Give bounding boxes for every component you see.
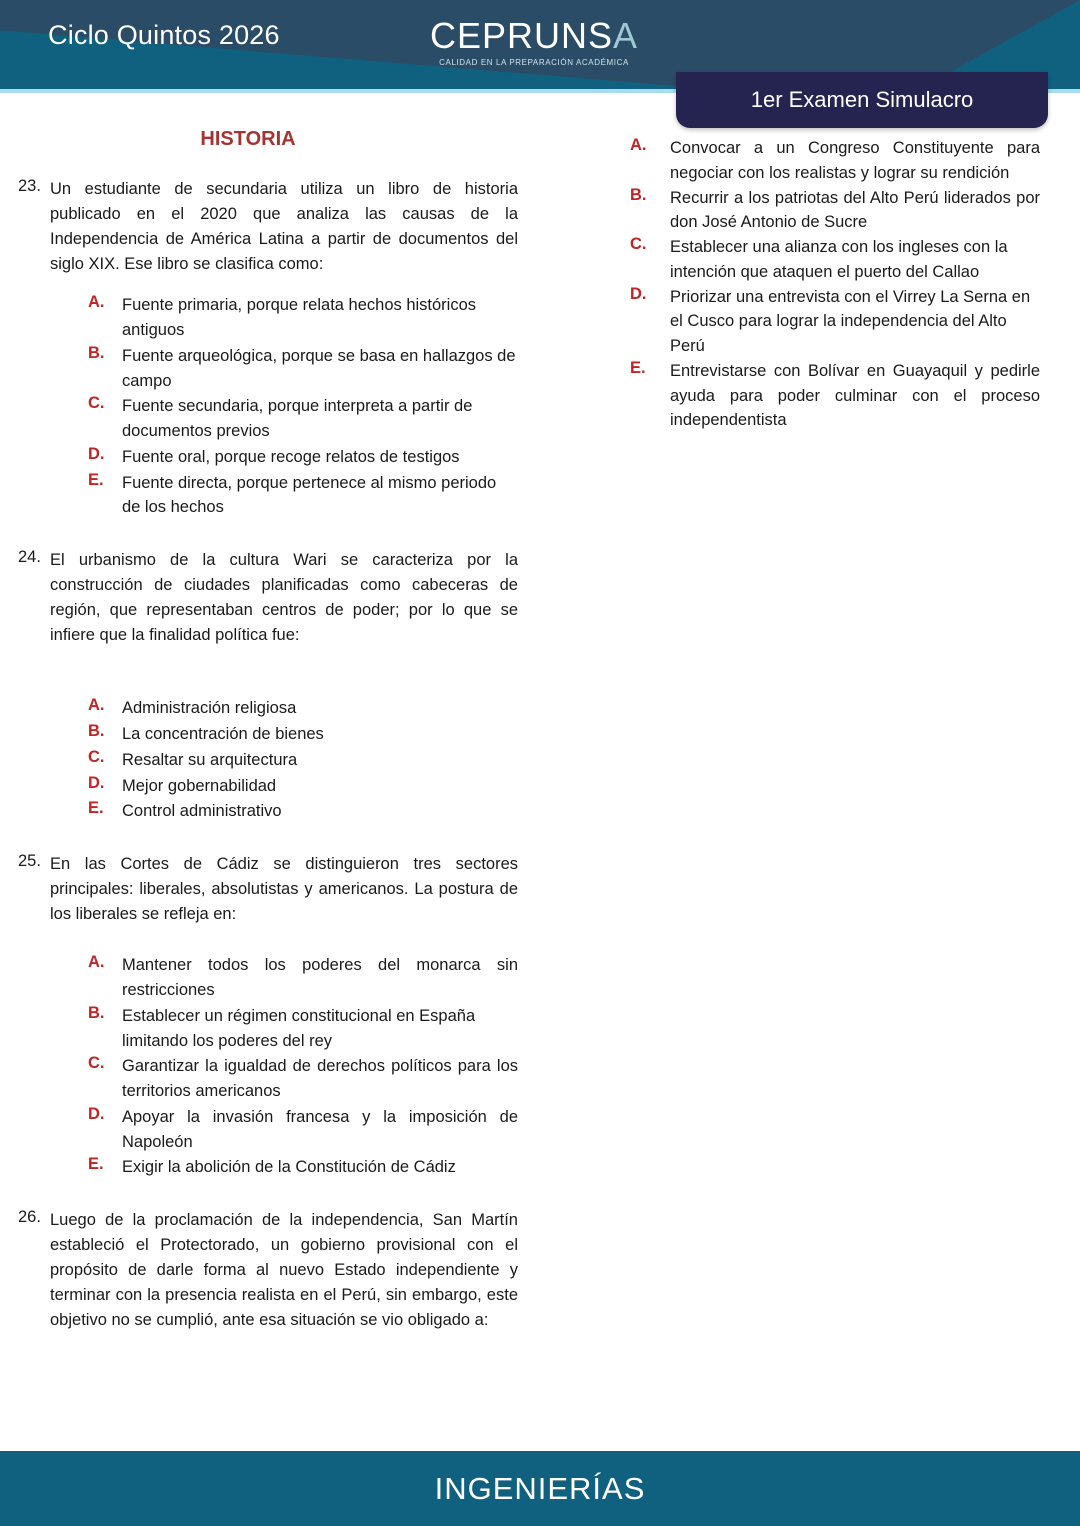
option-text: Priorizar una entrevista con el Virrey La Serna en el Cusco para lograr la independencia del Alto Perú [670, 287, 1031, 355]
option-text: Establecer un régimen constitucional en España limitando los poderes del rey [122, 1006, 476, 1050]
question-block [18, 1208, 518, 1333]
option-letter: D. [88, 773, 105, 792]
options-list [18, 293, 518, 520]
option-item[interactable] [88, 748, 518, 773]
option-letter: C. [630, 235, 647, 253]
option-letter: D. [88, 444, 105, 463]
option-item[interactable] [88, 394, 518, 444]
question-block [18, 177, 518, 277]
question-number: 25. [18, 852, 41, 871]
question-text: En las Cortes de Cádiz se distinguieron tres sectores principales: liberales, absolutistas y americanos. La postura de los liberales se refleja en: [50, 855, 518, 924]
option-item[interactable] [88, 1054, 518, 1104]
option-item[interactable] [630, 359, 1040, 433]
options-list [18, 696, 518, 824]
option-item[interactable] [630, 136, 1040, 186]
ceprunsa-logo [430, 15, 639, 67]
option-item[interactable] [88, 696, 518, 721]
option-text: Mejor gobernabilidad [122, 776, 277, 795]
option-letter: B. [88, 1003, 105, 1022]
option-item[interactable] [88, 445, 518, 470]
exam-title-badge: 1er Examen Simulacro [676, 72, 1048, 128]
question-block [18, 852, 518, 927]
left-column [18, 128, 518, 1340]
option-letter: B. [88, 722, 105, 741]
option-text: Fuente secundaria, porque interpreta a partir de documentos previos [122, 397, 473, 441]
option-text: Administración religiosa [122, 699, 297, 718]
option-letter: E. [88, 470, 104, 489]
option-text: La concentración de bienes [122, 725, 324, 744]
option-letter: A. [630, 136, 647, 154]
option-item[interactable] [630, 235, 1040, 285]
option-item[interactable] [88, 471, 518, 521]
page-footer [0, 1451, 1080, 1526]
question-text: El urbanismo de la cultura Wari se caracteriza por la construcción de ciudades planificadas como cabeceras de región, que representaban centros de poder; por lo que se infiere que la finalidad política fue: [50, 551, 518, 645]
option-letter: C. [88, 394, 105, 413]
options-list [18, 953, 518, 1180]
option-text: Control administrativo [122, 802, 282, 821]
option-letter: B. [630, 185, 647, 204]
options-list-continued [630, 136, 1040, 433]
option-item[interactable] [88, 722, 518, 747]
cycle-title: Ciclo Quintos 2026 [48, 20, 280, 50]
right-column [630, 136, 1040, 461]
option-letter: D. [630, 284, 647, 303]
option-letter: C. [88, 1054, 105, 1073]
option-text: Entrevistarse con Bolívar en Guayaquil y pedirle ayuda para poder culminar con el proceso independentista [670, 361, 1040, 430]
option-letter: E. [630, 358, 646, 377]
option-letter: A. [88, 953, 105, 972]
option-item[interactable] [88, 799, 518, 824]
section-title: HISTORIA [200, 128, 296, 150]
option-text: Convocar a un Congreso Constituyente para negociar con los realistas y lograr su rendición [670, 139, 1040, 182]
question-number: 23. [18, 177, 41, 195]
option-text: Resaltar su arquitectura [122, 750, 298, 769]
option-text: Recurrir a los patriotas del Alto Perú liderados por don José Antonio de Sucre [670, 188, 1040, 232]
option-text: Mantener todos los poderes del monarca sin restricciones [122, 956, 518, 1000]
option-item[interactable] [88, 1105, 518, 1155]
option-text: Apoyar la invasión francesa y la imposición de Napoleón [122, 1107, 518, 1151]
option-item[interactable] [88, 774, 518, 799]
option-text: Exigir la abolición de la Constitución de Cádiz [122, 1158, 456, 1177]
option-text: Garantizar la igualdad de derechos políticos para los territorios americanos [122, 1057, 518, 1101]
option-text: Fuente directa, porque pertenece al mismo periodo de los hechos [122, 473, 497, 517]
option-text: Fuente arqueológica, porque se basa en hallazgos de campo [122, 346, 516, 390]
option-item[interactable] [88, 1155, 518, 1180]
footer-title: INGENIERÍAS [434, 1470, 646, 1506]
option-item[interactable] [630, 186, 1040, 236]
option-letter: D. [88, 1104, 105, 1123]
question-block [18, 548, 518, 648]
logo-subtitle-text: CALIDAD EN LA PREPARACIÓN ACADÉMICA [439, 58, 629, 67]
option-letter: C. [88, 747, 105, 766]
question-text: Luego de la proclamación de la independencia, San Martín estableció el Protectorado, un gobierno provisional con el propósito de darle forma al nuevo Estado independiente y terminar con la presencia realista en el Perú, sin embargo, este objetivo no se cumplió, ante esa situación se vio obligado a: [50, 1211, 518, 1330]
option-item[interactable] [88, 293, 518, 343]
option-item[interactable] [88, 344, 518, 394]
question-number: 24. [18, 548, 41, 567]
option-item[interactable] [630, 285, 1040, 359]
option-letter: E. [88, 1155, 104, 1174]
option-letter: A. [88, 293, 105, 312]
question-number: 26. [18, 1208, 41, 1227]
option-text: Establecer una alianza con los ingleses con la intención que ataquen el puerto del Callao [670, 238, 1008, 281]
option-item[interactable] [88, 1004, 518, 1054]
option-item[interactable] [88, 953, 518, 1003]
option-text: Fuente primaria, porque relata hechos históricos antiguos [122, 296, 477, 340]
option-letter: E. [88, 799, 104, 818]
option-letter: B. [88, 343, 105, 362]
option-letter: A. [88, 696, 105, 715]
logo-main-text: CEPRUNSA [430, 15, 639, 56]
question-text: Un estudiante de secundaria utiliza un libro de historia publicado en el 2020 que analiza las causas de la Independencia de América Latina a partir de documentos del siglo XIX. Ese libro se clasifica como: [50, 180, 518, 274]
option-text: Fuente oral, porque recoge relatos de testigos [122, 447, 460, 466]
